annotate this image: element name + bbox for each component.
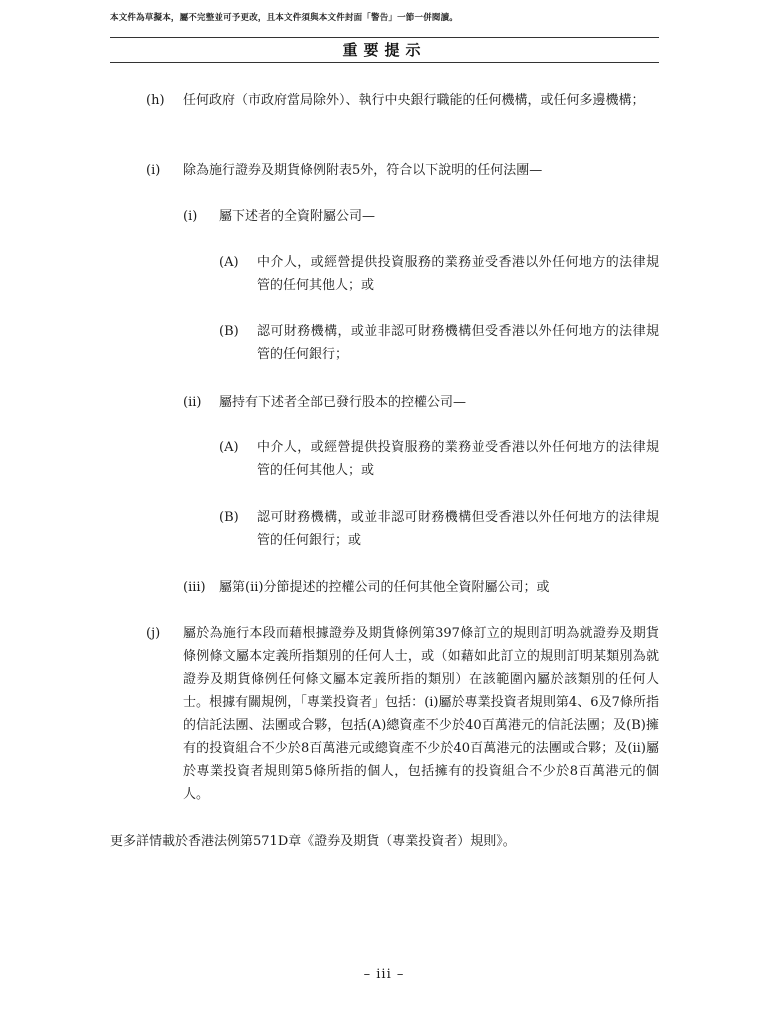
item-i-label: (i) [146, 163, 161, 178]
item-h-label: (h) [146, 93, 165, 108]
item-i-iii-text: 屬第(ii)分節提述的控權公司的任何其他全資附屬公司；或 [219, 580, 550, 595]
item-h-text: 任何政府（市政府當局除外）、執行中央銀行職能的任何機構，或任何多邊機構； [183, 93, 645, 108]
item-i-i-A-label: (A) [219, 255, 239, 270]
item-i-i-label: (i) [183, 209, 198, 224]
item-i-i-text: 屬下述者的全資附屬公司— [219, 209, 376, 224]
header-rule-bottom [110, 62, 659, 63]
item-j-label: (j) [146, 626, 161, 641]
item-i-ii-label: (ii) [183, 395, 202, 410]
item-i-i-A-text: 中介人，或經營提供投資服務的業務並受香港以外任何地方的法律規管的任何其他人；或 [257, 255, 659, 293]
item-i-ii-text: 屬持有下述者全部已發行股本的控權公司— [219, 395, 467, 410]
header-rule-top [110, 37, 659, 38]
item-i-ii-A-label: (A) [219, 440, 239, 455]
item-j-text: 屬於為施行本段而藉根據證券及期貨條例第397條訂立的規則訂明為就證券及期貨條例條文屬本定義所指類別的任何人士，或（如藉如此訂立的規則訂明某類別為就證券及期貨條例任何條文屬本定義所指的類別）在該範圍內屬於該類別的任何人士。根據有關規例，「專業投資者」包括：(i)屬於專業投資者規則第4、6及7條所指的信託法團、法團或合夥，包括(A)總資產不少於40百萬港元的信託法團；及(B)擁有的投資組合不少於8百萬港元或總資產不少於40百萬港元的法團或合夥；及(ii)屬於專業投資者規則第5條所指的個人，包括擁有的投資組合不少於8百萬港元的個人。 [183, 626, 659, 802]
page-title: 重要提示 [342, 41, 427, 59]
item-i-iii-label: (iii) [183, 580, 206, 595]
closing-note: 更多詳情載於香港法例第571D章《證券及期貨（專業投資者）規則》。 [110, 834, 516, 849]
draft-warning-header: 本文件為草擬本，屬不完整並可予更改，且本文件須與本文件封面「警告」一節一併閱讀。 [110, 13, 459, 23]
item-i-ii-A-text: 中介人，或經營提供投資服務的業務並受香港以外任何地方的法律規管的任何其他人；或 [257, 440, 659, 478]
item-i-ii-B-label: (B) [219, 510, 239, 525]
page-number: – iii – [363, 967, 405, 982]
item-i-i-B-text: 認可財務機構，或並非認可財務機構但受香港以外任何地方的法律規管的任何銀行； [257, 324, 659, 362]
item-i-text: 除為施行證券及期貨條例附表5外，符合以下說明的任何法團— [183, 163, 543, 178]
item-i-ii-B-text: 認可財務機構，或並非認可財務機構但受香港以外任何地方的法律規管的任何銀行；或 [257, 510, 659, 548]
item-i-i-B-label: (B) [219, 324, 239, 339]
